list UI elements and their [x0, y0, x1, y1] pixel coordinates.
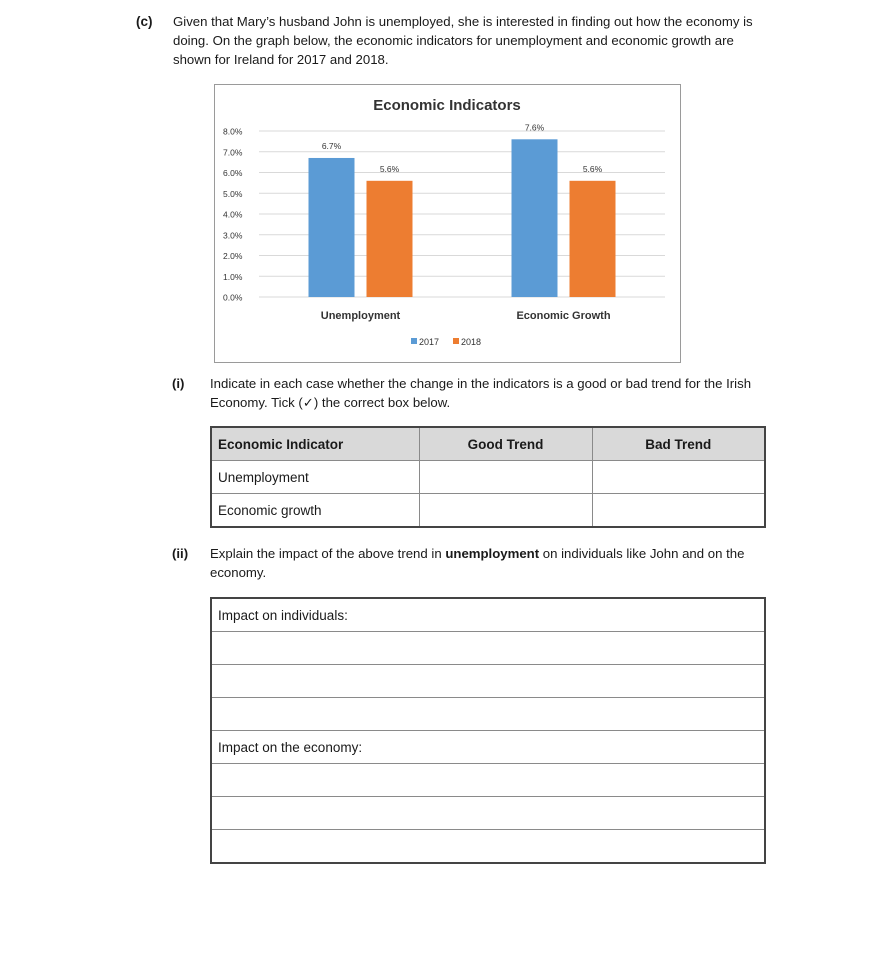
table-row [211, 494, 765, 528]
bar-2018-0 [367, 181, 413, 297]
row-label-unemployment: Unemployment [211, 461, 419, 494]
y-tick-label: 7.0% [223, 147, 243, 158]
y-tick-label: 5.0% [223, 188, 243, 199]
data-label: 7.6% [524, 122, 545, 133]
impact-on-individuals-label: Impact on individuals: [211, 598, 765, 632]
legend-label-2017: 2017 [419, 337, 440, 347]
tick-box-growth-bad[interactable] [592, 494, 765, 528]
sub-question-ii-text [210, 544, 770, 582]
answer-line[interactable] [211, 764, 765, 797]
legend-swatch-2018 [453, 338, 459, 344]
chart-svg [215, 85, 680, 362]
tick-box-growth-good[interactable] [419, 494, 592, 528]
sub-ii-text-bold: unemployment [445, 546, 540, 561]
y-tick-label: 6.0% [223, 168, 243, 178]
trend-table-header [211, 427, 765, 461]
sub-question-i-label: (i) [172, 376, 185, 391]
bar-2017-0 [309, 158, 355, 297]
bar-2018-1 [570, 181, 616, 297]
sub-question-ii-label: (ii) [172, 546, 189, 561]
sub-ii-text-after: on individuals like John and on the economy. [210, 546, 745, 580]
impact-answer-table [210, 597, 766, 864]
y-tick-label: 1.0% [223, 271, 243, 282]
legend-label-2018: 2018 [461, 337, 482, 347]
data-label: 5.6% [379, 163, 400, 174]
answer-line[interactable] [211, 797, 765, 830]
data-label: 6.7% [321, 140, 342, 151]
header-economic-indicator: Economic Indicator [211, 427, 419, 461]
tick-box-unemployment-good[interactable] [419, 461, 592, 494]
data-label: 5.6% [582, 163, 603, 174]
header-bad-trend: Bad Trend [592, 427, 765, 461]
question-text: Given that Mary’s husband John is unemployed, she is interested in finding out how the economy is doing. On the graph below, the economic indicators for unemployment and economic growth are shown for Ireland for 2017 and 2018. [173, 14, 753, 67]
y-tick-label: 8.0% [223, 126, 243, 137]
chart-title: Economic Indicators [373, 97, 521, 114]
answer-line[interactable] [211, 665, 765, 698]
sub-question-i-text: Indicate in each case whether the change in the indicators is a good or bad trend for the Irish Economy. Tick (✓) the correct box below. [210, 376, 752, 410]
trend-table [210, 426, 766, 528]
y-tick-label: 4.0% [223, 209, 243, 220]
answer-line[interactable] [211, 698, 765, 731]
x-category-label: Economic Growth [516, 310, 611, 322]
answer-line[interactable] [211, 632, 765, 665]
table-row [211, 461, 765, 494]
y-tick-label: 0.0% [223, 292, 243, 303]
legend-swatch-2017 [411, 338, 417, 344]
header-good-trend: Good Trend [419, 427, 592, 461]
impact-on-economy-label: Impact on the economy: [211, 731, 765, 764]
economic-indicators-chart [214, 84, 681, 363]
row-label-economic-growth: Economic growth [211, 494, 419, 528]
sub-ii-text-before: Explain the impact of the above trend in [210, 546, 446, 561]
bar-2017-1 [512, 139, 558, 297]
x-category-label: Unemployment [320, 310, 401, 322]
answer-line[interactable] [211, 830, 765, 864]
question-label: (c) [136, 14, 153, 29]
y-tick-label: 2.0% [223, 251, 243, 261]
y-tick-label: 3.0% [223, 230, 243, 241]
tick-box-unemployment-bad[interactable] [592, 461, 765, 494]
